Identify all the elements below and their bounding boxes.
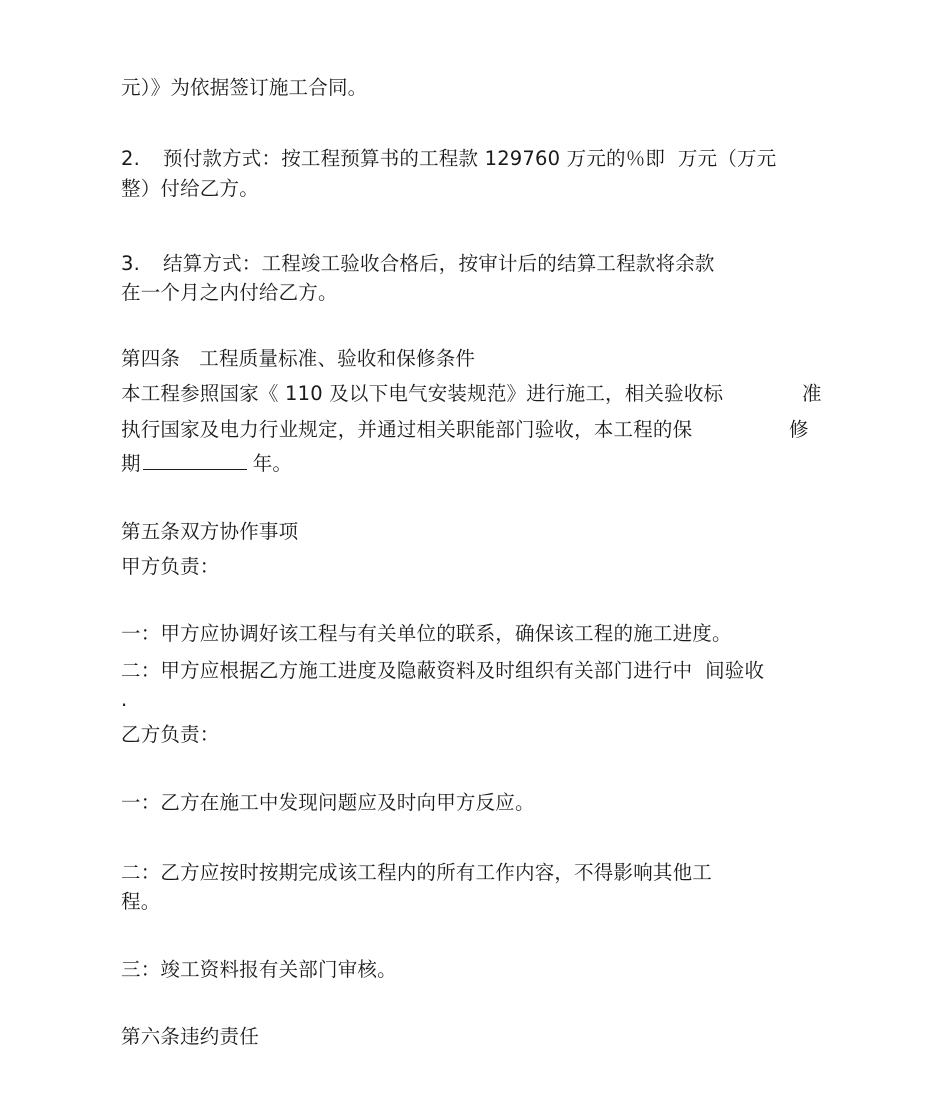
party-a-heading: 甲方负责： <box>121 555 220 578</box>
party-b-item-3: 三：竣工资料报有关部门审核。 <box>121 958 397 981</box>
warranty-period-line <box>121 452 292 476</box>
article-6-heading: 第六条违约责任 <box>121 1025 259 1048</box>
article-5-heading: 第五条双方协作事项 <box>121 520 299 543</box>
party-a-item-2-period: . <box>121 688 128 711</box>
party-b-heading: 乙方负责： <box>121 723 220 746</box>
clause-3-continuation: 在一个月之内付给乙方。 <box>121 281 338 304</box>
clause-text: 结算方式：工程竣工验收合格后，按审计后的结算工程款将余款 <box>163 252 715 275</box>
warranty-unit: 年。 <box>252 452 293 475</box>
clause-2-continuation: 整）付给乙方。 <box>121 177 259 200</box>
warranty-years-blank <box>143 453 247 470</box>
article-4-body-line-1: 本工程参照国家《 110 及以下电气安装规范》进行施工，相关验收标 <box>121 382 724 405</box>
clause-number: 3. <box>121 252 141 275</box>
article-4-body-line-2: 执行国家及电力行业规定，并通过相关职能部门验收，本工程的保 <box>121 418 693 441</box>
party-b-item-2: 二：乙方应按时按期完成该工程内的所有工作内容，不得影响其他工 <box>121 861 713 884</box>
article-4-heading: 第四条 工程质量标准、验收和保修条件 <box>121 347 476 370</box>
clause-2-prepayment <box>121 147 776 171</box>
contract-line-basis: 元）》为依据签订施工合同。 <box>121 76 368 99</box>
warranty-label: 期 <box>121 452 141 475</box>
clause-3-settlement <box>121 252 715 276</box>
article-4-body-line-2-end: 修 <box>789 418 809 441</box>
party-b-item-2-continuation: 程。 <box>121 890 161 913</box>
article-4-body-line-1-end: 准 <box>802 382 822 405</box>
party-a-item-1: 一：甲方应协调好该工程与有关单位的联系，确保该工程的施工进度。 <box>121 622 732 645</box>
party-a-item-2: 二：甲方应根据乙方施工进度及隐蔽资料及时组织有关部门进行中 间验收 <box>121 659 765 682</box>
party-b-item-1: 一：乙方在施工中发现问题应及时向甲方反应。 <box>121 791 535 814</box>
clause-text: 预付款方式：按工程预算书的工程款 129760 万元的％即 万元（万元 <box>163 147 777 170</box>
clause-number: 2. <box>121 147 141 170</box>
